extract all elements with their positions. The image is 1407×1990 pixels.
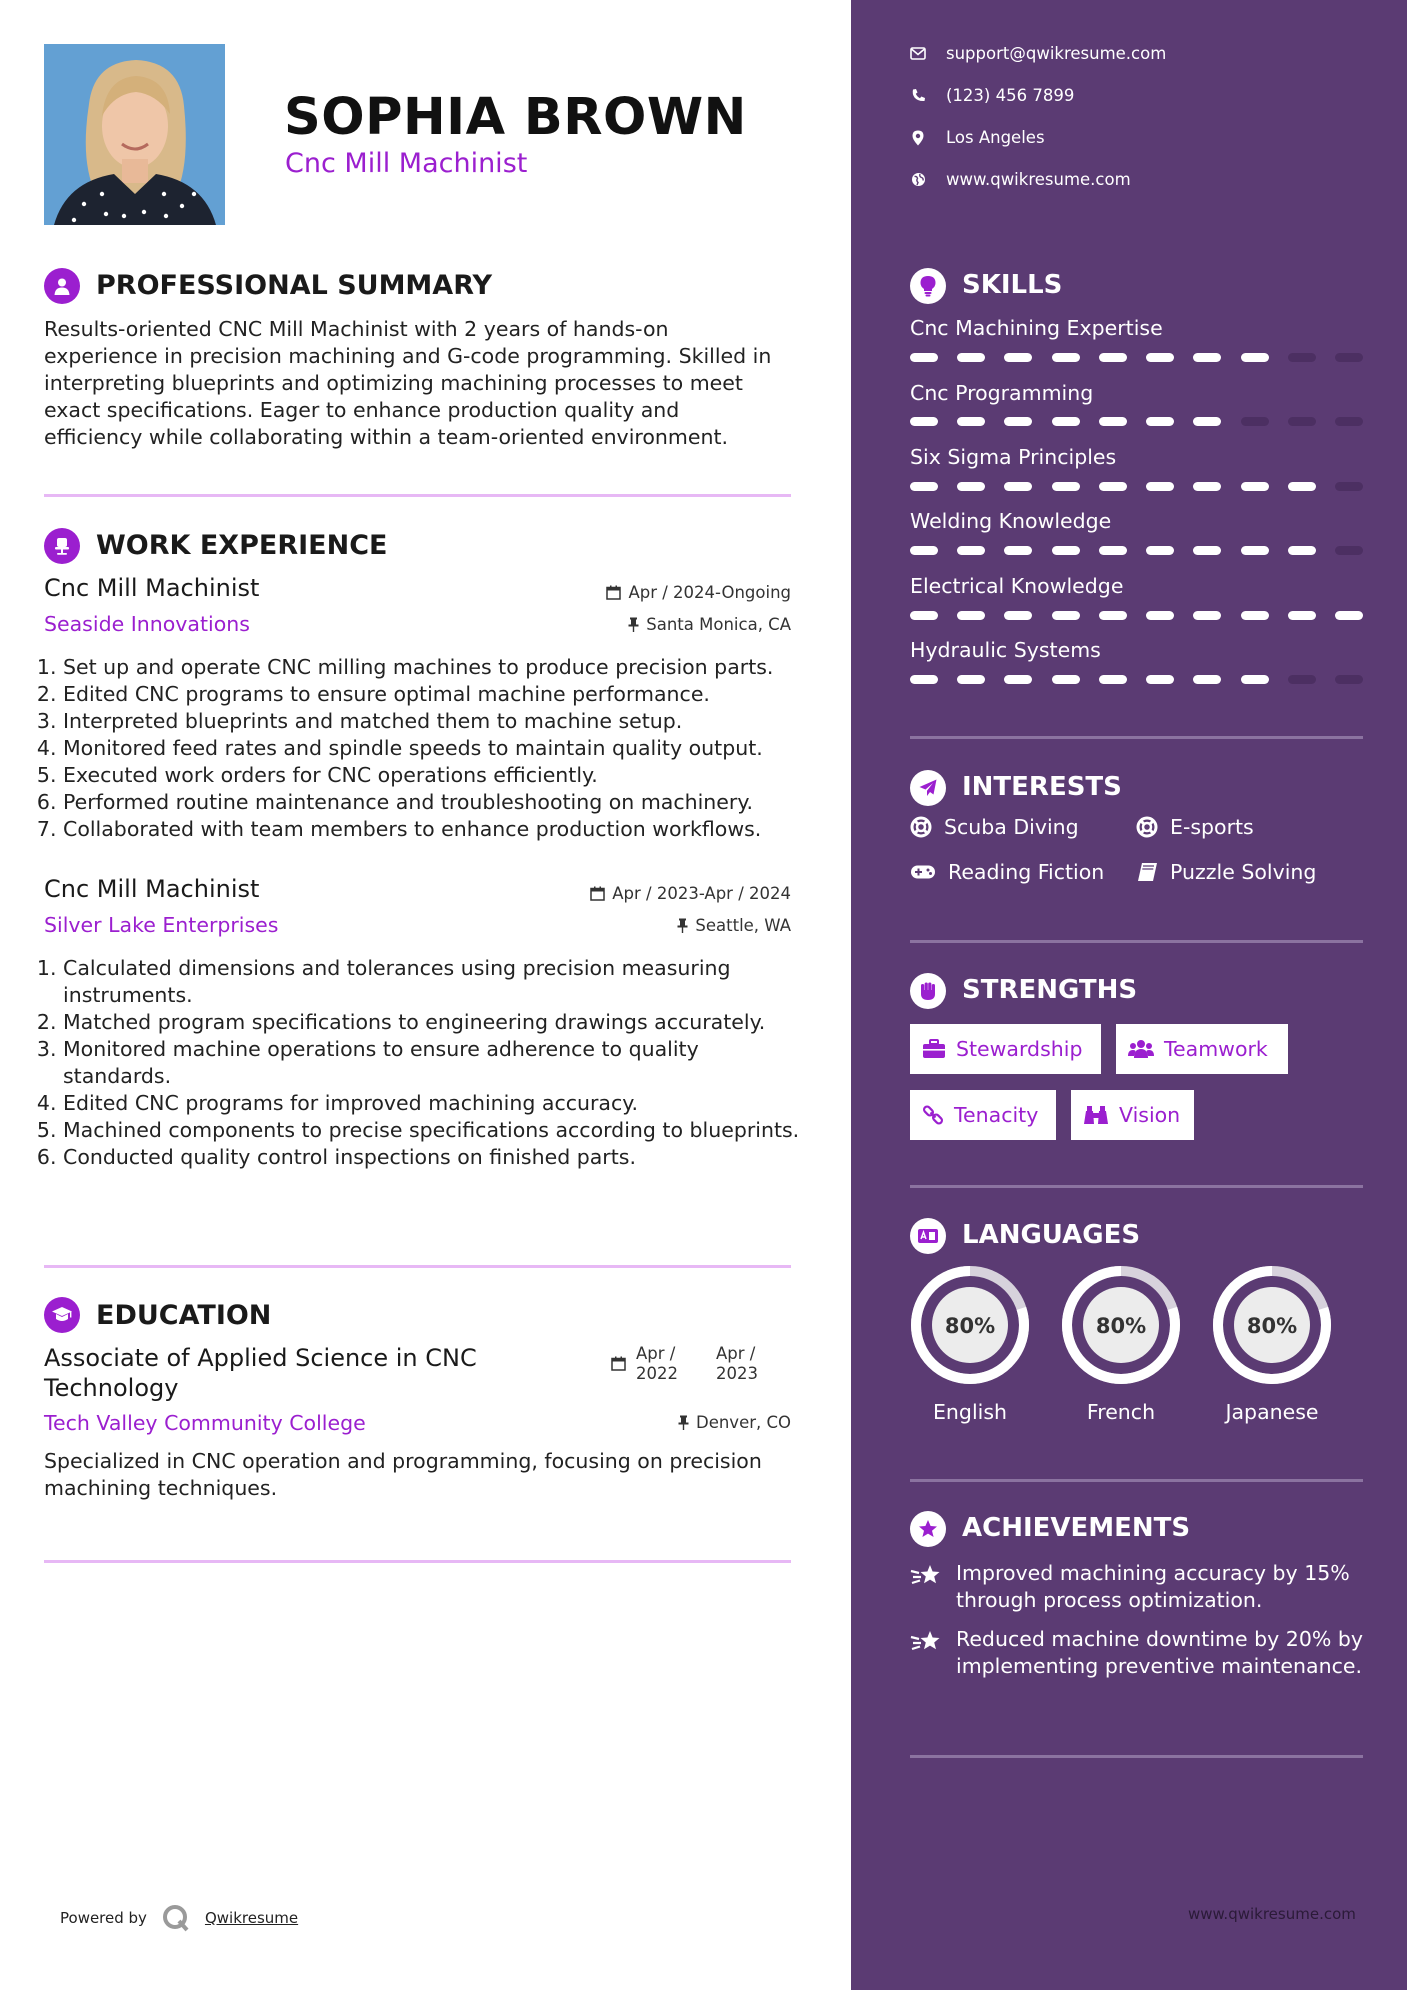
paper-plane-icon: [910, 770, 946, 806]
contact-location: [910, 128, 1045, 147]
shooting-star-icon: [910, 1628, 944, 1656]
skill-dash-filled: [1052, 611, 1080, 620]
interest-item: [910, 815, 1079, 839]
language-name: French: [1086, 1400, 1156, 1424]
achievement-text: Reduced machine downtime by 20% by implementing preventive maintenance.: [956, 1627, 1363, 1678]
list-item: 7. Collaborated with team members to enhance production workflows.: [63, 816, 813, 843]
skill-dash-filled: [1193, 546, 1221, 555]
skill-dash-filled: [957, 546, 985, 555]
pin-icon: [678, 1415, 689, 1430]
contact-email[interactable]: [910, 44, 1166, 63]
skill-name: Electrical Knowledge: [910, 574, 1124, 598]
skill-dash-filled: [957, 611, 985, 620]
languages-title: LANGUAGES: [962, 1220, 1141, 1250]
skill-name: Cnc Machining Expertise: [910, 316, 1163, 340]
divider: [910, 940, 1363, 943]
translate-icon: [910, 1218, 946, 1254]
strength-chip: [910, 1090, 1056, 1140]
calendar-icon: [611, 1356, 626, 1375]
skill-dash-filled: [957, 353, 985, 362]
company-name: Silver Lake Enterprises: [44, 913, 279, 937]
globe-icon: [910, 172, 926, 188]
skill-level-bar: [910, 353, 1363, 362]
language-gauge: [1059, 1263, 1183, 1387]
divider: [44, 1560, 791, 1563]
skill-dash-filled: [910, 675, 938, 684]
school-name: Tech Valley Community College: [44, 1411, 366, 1435]
skill-dash-filled: [1241, 611, 1269, 620]
skill-dash-filled: [1099, 417, 1127, 426]
job-task-list: [44, 654, 813, 843]
life-ring-icon: [1136, 816, 1158, 838]
strength-chip: [1116, 1024, 1288, 1074]
education-location: [560, 1413, 791, 1432]
skill-name: Cnc Programming: [910, 381, 1094, 405]
book-icon: [1136, 862, 1158, 882]
strengths-title: STRENGTHS: [962, 975, 1138, 1005]
fist-icon: [910, 973, 946, 1009]
skill-dash-filled: [1241, 482, 1269, 491]
contact-website[interactable]: [910, 170, 1131, 189]
user-icon: [44, 268, 80, 304]
skill-dash-filled: [1052, 353, 1080, 362]
skill-dash-empty: [1288, 417, 1316, 426]
list-item: 4. Edited CNC programs for improved machining accuracy.: [63, 1090, 813, 1117]
skill-level-bar: [910, 482, 1363, 491]
summary-title: PROFESSIONAL SUMMARY: [96, 270, 493, 301]
degree-name: Associate of Applied Science in CNC Technology: [44, 1344, 477, 1402]
link-icon: [922, 1104, 944, 1126]
skill-dash-filled: [1004, 417, 1032, 426]
language-name: Japanese: [1225, 1400, 1319, 1424]
divider: [44, 1265, 791, 1268]
candidate-role: Cnc Mill Machinist: [285, 148, 528, 179]
job-dates: [540, 884, 791, 903]
skill-dash-filled: [1052, 546, 1080, 555]
pin-icon: [677, 918, 688, 933]
profile-photo: [44, 44, 225, 225]
life-ring-icon: [910, 816, 932, 838]
strength-label: Teamwork: [1164, 1037, 1268, 1061]
language-gauge: [908, 1263, 1032, 1387]
graduation-cap-icon: [44, 1297, 80, 1333]
skill-dash-filled: [1146, 417, 1174, 426]
language-name: English: [932, 1400, 1008, 1424]
skill-dash-filled: [910, 611, 938, 620]
interest-item: [1136, 815, 1254, 839]
skill-dash-filled: [1099, 675, 1127, 684]
education-start-date: Apr / 2022: [636, 1344, 678, 1383]
skill-dash-filled: [910, 417, 938, 426]
skill-dash-filled: [1099, 482, 1127, 491]
skill-dash-filled: [1052, 675, 1080, 684]
skill-dash-filled: [1288, 546, 1316, 555]
list-item: 3. Monitored machine operations to ensure adherence to quality standards.: [63, 1036, 813, 1090]
skill-dash-filled: [957, 417, 985, 426]
skill-name: Hydraulic Systems: [910, 638, 1101, 662]
interest-label: E-sports: [1170, 815, 1254, 839]
skill-dash-empty: [1288, 353, 1316, 362]
skill-dash-filled: [1193, 611, 1221, 620]
footer-powered-by: [60, 1903, 298, 1933]
strength-label: Stewardship: [956, 1037, 1083, 1061]
achievement-item: [910, 1560, 1370, 1614]
skill-dash-filled: [910, 546, 938, 555]
language-gauge: [1210, 1263, 1334, 1387]
email-text: support@qwikresume.com: [946, 44, 1167, 63]
skill-level-bar: [910, 417, 1363, 426]
achievement-item: [910, 1626, 1370, 1680]
contact-phone[interactable]: [910, 86, 1074, 105]
skill-dash-empty: [1288, 675, 1316, 684]
skill-dash-filled: [957, 482, 985, 491]
job-title: Cnc Mill Machinist: [44, 875, 260, 903]
skill-dash-filled: [1099, 353, 1127, 362]
skill-dash-filled: [1241, 353, 1269, 362]
interests-title: INTERESTS: [962, 772, 1122, 802]
job-title: Cnc Mill Machinist: [44, 574, 260, 602]
strength-chip: [910, 1024, 1101, 1074]
skill-dash-filled: [1099, 611, 1127, 620]
skill-level-bar: [910, 546, 1363, 555]
job-location: [560, 615, 791, 634]
website-text: www.qwikresume.com: [946, 170, 1131, 189]
phone-text: (123) 456 7899: [946, 86, 1075, 105]
briefcase-chair-icon: [44, 528, 80, 564]
candidate-name: SOPHIA BROWN: [284, 88, 747, 147]
company-name: Seaside Innovations: [44, 612, 250, 636]
gauge-percent-label: 80%: [944, 1314, 996, 1338]
interest-item: [1136, 860, 1316, 884]
skill-dash-filled: [1241, 675, 1269, 684]
list-item: 2. Matched program specifications to engineering drawings accurately.: [63, 1009, 813, 1036]
skill-dash-filled: [1146, 482, 1174, 491]
pin-icon: [628, 617, 639, 632]
strength-chip: [1071, 1090, 1194, 1140]
divider: [910, 1755, 1363, 1758]
skill-dash-empty: [1335, 417, 1363, 426]
skill-level-bar: [910, 675, 1363, 684]
calendar-icon: [606, 585, 621, 600]
list-item: 5. Machined components to precise specifications according to blueprints.: [63, 1117, 813, 1144]
job-location-text: Santa Monica, CA: [646, 615, 791, 634]
lightbulb-icon: [910, 268, 946, 304]
envelope-icon: [910, 46, 926, 62]
map-marker-icon: [910, 130, 926, 146]
education-title: EDUCATION: [96, 1300, 272, 1331]
divider: [44, 494, 791, 497]
skill-dash-filled: [1004, 611, 1032, 620]
skill-dash-empty: [1335, 546, 1363, 555]
education-end-date: Apr / 2023: [716, 1344, 758, 1383]
list-item: 4. Monitored feed rates and spindle speeds to maintain quality output.: [63, 735, 813, 762]
gauge-percent-label: 80%: [1095, 1314, 1147, 1338]
skill-dash-filled: [1193, 417, 1221, 426]
interest-item: [910, 860, 1104, 884]
skill-dash-empty: [1241, 417, 1269, 426]
skill-dash-filled: [957, 675, 985, 684]
list-item: 6. Conducted quality control inspections on finished parts.: [63, 1144, 813, 1171]
users-icon: [1128, 1039, 1154, 1059]
achievements-title: ACHIEVEMENTS: [962, 1513, 1191, 1543]
calendar-icon: [590, 886, 605, 901]
job-dates-text: Apr / 2024-Ongoing: [628, 583, 791, 602]
skill-dash-filled: [1004, 353, 1032, 362]
powered-by-label: Powered by: [60, 1909, 147, 1927]
skill-dash-filled: [1146, 675, 1174, 684]
skill-dash-filled: [1146, 353, 1174, 362]
binoculars-icon: [1083, 1105, 1109, 1125]
skills-title: SKILLS: [962, 270, 1063, 300]
skill-dash-filled: [910, 482, 938, 491]
job-location-text: Seattle, WA: [695, 916, 791, 935]
education-location-text: Denver, CO: [695, 1413, 791, 1432]
job-location: [560, 916, 791, 935]
list-item: 3. Interpreted blueprints and matched them to machine setup.: [63, 708, 813, 735]
gauge-percent-label: 80%: [1246, 1314, 1298, 1338]
briefcase-icon: [922, 1039, 946, 1059]
skill-dash-filled: [910, 353, 938, 362]
skill-name: Welding Knowledge: [910, 509, 1112, 533]
brand-link[interactable]: Qwikresume: [204, 1909, 299, 1927]
skill-dash-filled: [1241, 546, 1269, 555]
list-item: 6. Performed routine maintenance and troubleshooting on machinery.: [63, 789, 813, 816]
skill-dash-filled: [1193, 675, 1221, 684]
skill-level-bar: [910, 611, 1363, 620]
qwikresume-logo-icon: [161, 1903, 191, 1933]
interest-label: Puzzle Solving: [1170, 860, 1317, 884]
skill-dash-empty: [1335, 675, 1363, 684]
shooting-star-icon: [910, 1562, 944, 1590]
skill-dash-filled: [1146, 546, 1174, 555]
job-task-list: [44, 955, 813, 1171]
skill-name: Six Sigma Principles: [910, 445, 1117, 469]
list-item: 1. Calculated dimensions and tolerances using precision measuring instruments.: [63, 955, 813, 1009]
skill-dash-filled: [1193, 482, 1221, 491]
skill-dash-filled: [1288, 482, 1316, 491]
divider: [910, 736, 1363, 739]
skill-dash-filled: [1052, 482, 1080, 491]
experience-title: WORK EXPERIENCE: [96, 530, 388, 561]
list-item: 1. Set up and operate CNC milling machines to produce precision parts.: [63, 654, 813, 681]
star-badge-icon: [910, 1511, 946, 1547]
education-description: Specialized in CNC operation and programming, focusing on precision machining techniques.: [44, 1449, 762, 1500]
skill-dash-filled: [1288, 611, 1316, 620]
skill-dash-empty: [1335, 353, 1363, 362]
skill-dash-filled: [1193, 353, 1221, 362]
job-dates: [560, 583, 791, 602]
skill-dash-filled: [1004, 546, 1032, 555]
list-item: 2. Edited CNC programs to ensure optimal machine performance.: [63, 681, 813, 708]
skill-dash-filled: [1052, 417, 1080, 426]
skill-dash-empty: [1335, 482, 1363, 491]
footer-website[interactable]: www.qwikresume.com: [1188, 1905, 1356, 1923]
interest-label: Reading Fiction: [948, 860, 1105, 884]
achievement-text: Improved machining accuracy by 15% through process optimization.: [956, 1561, 1350, 1612]
avatar: [44, 44, 225, 225]
skill-dash-filled: [1004, 482, 1032, 491]
phone-icon: [910, 88, 926, 104]
job-dates-text: Apr / 2023-Apr / 2024: [612, 884, 791, 903]
divider: [910, 1185, 1363, 1188]
location-text: Los Angeles: [946, 128, 1045, 147]
skill-dash-filled: [1004, 675, 1032, 684]
skill-dash-filled: [1146, 611, 1174, 620]
gamepad-icon: [910, 864, 936, 880]
interest-label: Scuba Diving: [944, 815, 1079, 839]
strength-label: Tenacity: [954, 1103, 1039, 1127]
strength-label: Vision: [1119, 1103, 1181, 1127]
skill-dash-filled: [1335, 611, 1363, 620]
divider: [910, 1479, 1363, 1482]
skill-dash-filled: [1099, 546, 1127, 555]
list-item: 5. Executed work orders for CNC operations efficiently.: [63, 762, 813, 789]
summary-text: Results-oriented CNC Mill Machinist with 2 years of hands-on experience in precision machining and G-code programming. Skilled in interpreting blueprints and optimizing machining processes to meet exact specifications. Eager to enhance production quality and efficiency while collaborating within a team-oriented environment.: [44, 317, 772, 449]
